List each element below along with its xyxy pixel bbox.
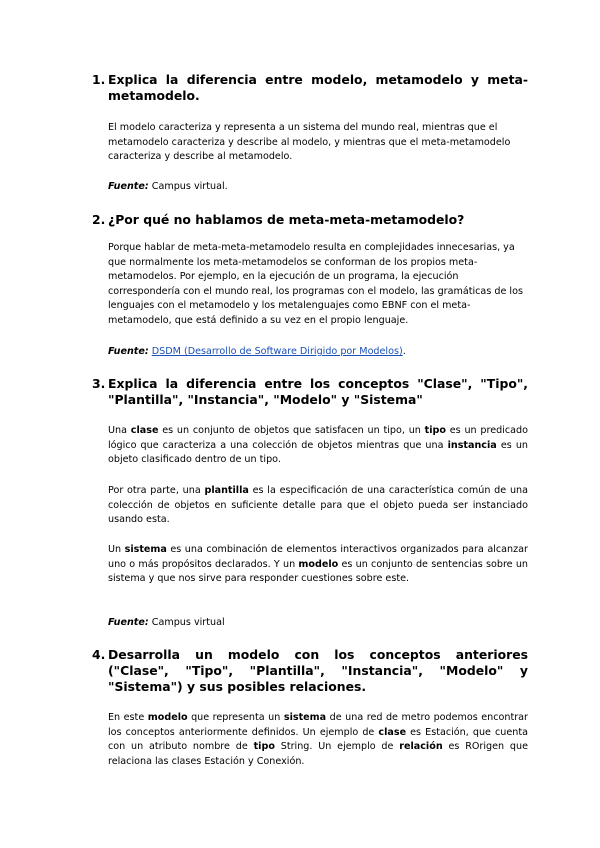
question-title: Desarrolla un modelo con los conceptos anteriores ("Clase", "Tipo", "Plantilla", "Instancia", "Modelo" y "Sistema") y sus posibles relaciones.	[108, 647, 528, 694]
term-tipo: tipo	[424, 425, 446, 436]
answer-2-paragraph: Porque hablar de meta-meta-metamodelo resulta en complejidades innecesarias, ya que normalmente los meta-metamodelos se conforman de los propios meta-metamodelos. Por ejemplo, en la ejecución de un programa, la ejecución correspondería con el mundo real, los programas con el modelo, las gramáticas de los lenguajes con el metamodelo y los metalenguajes como EBNF con el meta-metamodelo, que está definido a su vez en el propio lenguaje.	[108, 242, 523, 326]
text-run: es ROrigen que relaciona las clases Estación y Conexión.	[108, 741, 528, 767]
answer-3-paragraph-3	[108, 543, 528, 587]
question-number: 2.	[92, 212, 106, 227]
text-run: Por otra parte, una	[108, 485, 205, 496]
text-run: String. Un ejemplo de	[274, 741, 400, 752]
source-end: .	[402, 346, 406, 357]
text-run: es la especificación de una característica común de una colección de objetos en suficiente detalle para que el objeto pueda ser instanciado usando esta.	[108, 485, 528, 525]
text-run: Una	[108, 425, 131, 436]
term-plantilla: plantilla	[204, 485, 249, 496]
question-number: 3.	[92, 376, 106, 391]
text-run: es una combinación de elementos interactivos organizados para alcanzar uno o más propósitos declarados. Y un	[108, 544, 528, 570]
source-text: Campus virtual	[151, 617, 225, 628]
question-3-heading	[92, 376, 528, 408]
term-instancia: instancia	[447, 439, 497, 451]
text-run: Un	[108, 544, 125, 555]
text-run: que representa un	[187, 712, 284, 723]
source-text: Campus virtual.	[151, 181, 228, 192]
source-2	[108, 345, 406, 359]
answer-3-paragraph-1	[108, 424, 528, 468]
source-link[interactable]: DSDM (Desarrollo de Software Dirigido por Modelos)	[151, 346, 403, 357]
source-label: Fuente:	[108, 181, 149, 192]
text-run: es un conjunto de sentencias sobre un sistema y que nos sirve para responder cuestiones sobre este.	[108, 558, 528, 584]
question-title: ¿Por qué no hablamos de meta-meta-metamodelo?	[108, 212, 465, 227]
source-label: Fuente:	[108, 346, 149, 357]
term-sistema: sistema	[124, 544, 167, 555]
source-label: Fuente:	[108, 617, 149, 628]
source-3	[108, 616, 225, 630]
answer-4-paragraph	[108, 711, 528, 769]
term-clase: clase	[378, 726, 407, 738]
question-1-heading	[92, 72, 528, 104]
text-run: es Estación, que cuenta con un atributo nombre de	[108, 726, 528, 752]
question-number: 1.	[92, 72, 106, 87]
question-4-heading	[92, 647, 528, 695]
text-run: es un conjunto de objetos que satisfacen un tipo, un	[158, 425, 425, 436]
question-number: 4.	[92, 647, 106, 662]
question-title: Explica la diferencia entre modelo, metamodelo y meta-metamodelo.	[108, 72, 528, 103]
question-2-heading	[92, 212, 528, 228]
term-relacion: relación	[399, 741, 443, 752]
answer-3-paragraph-2	[108, 484, 528, 528]
term-modelo: modelo	[147, 712, 188, 723]
source-1	[108, 180, 228, 194]
term-clase: clase	[130, 425, 159, 436]
text-run: es un predicado lógico que caracteriza a una colección de objetos mientras que una	[108, 425, 528, 451]
question-title: Explica la diferencia entre los conceptos "Clase", "Tipo", "Plantilla", "Instancia", "Modelo" y "Sistema"	[108, 376, 528, 407]
term-sistema: sistema	[283, 712, 327, 723]
text-run: de una red de metro podemos encontrar los conceptos anteriormente definidos. Un ejemplo de	[108, 712, 528, 738]
text-run: es un objeto clasificado dentro de un tipo.	[108, 439, 528, 465]
answer-1-paragraph: El modelo caracteriza y representa a un sistema del mundo real, mientras que el metamodelo caracteriza y describe al modelo, y mientras que el meta-metamodelo caracteriza y describe al metamodelo.	[108, 122, 511, 162]
term-tipo: tipo	[253, 741, 275, 752]
text-run: En este	[108, 712, 148, 723]
term-modelo: modelo	[298, 558, 339, 570]
